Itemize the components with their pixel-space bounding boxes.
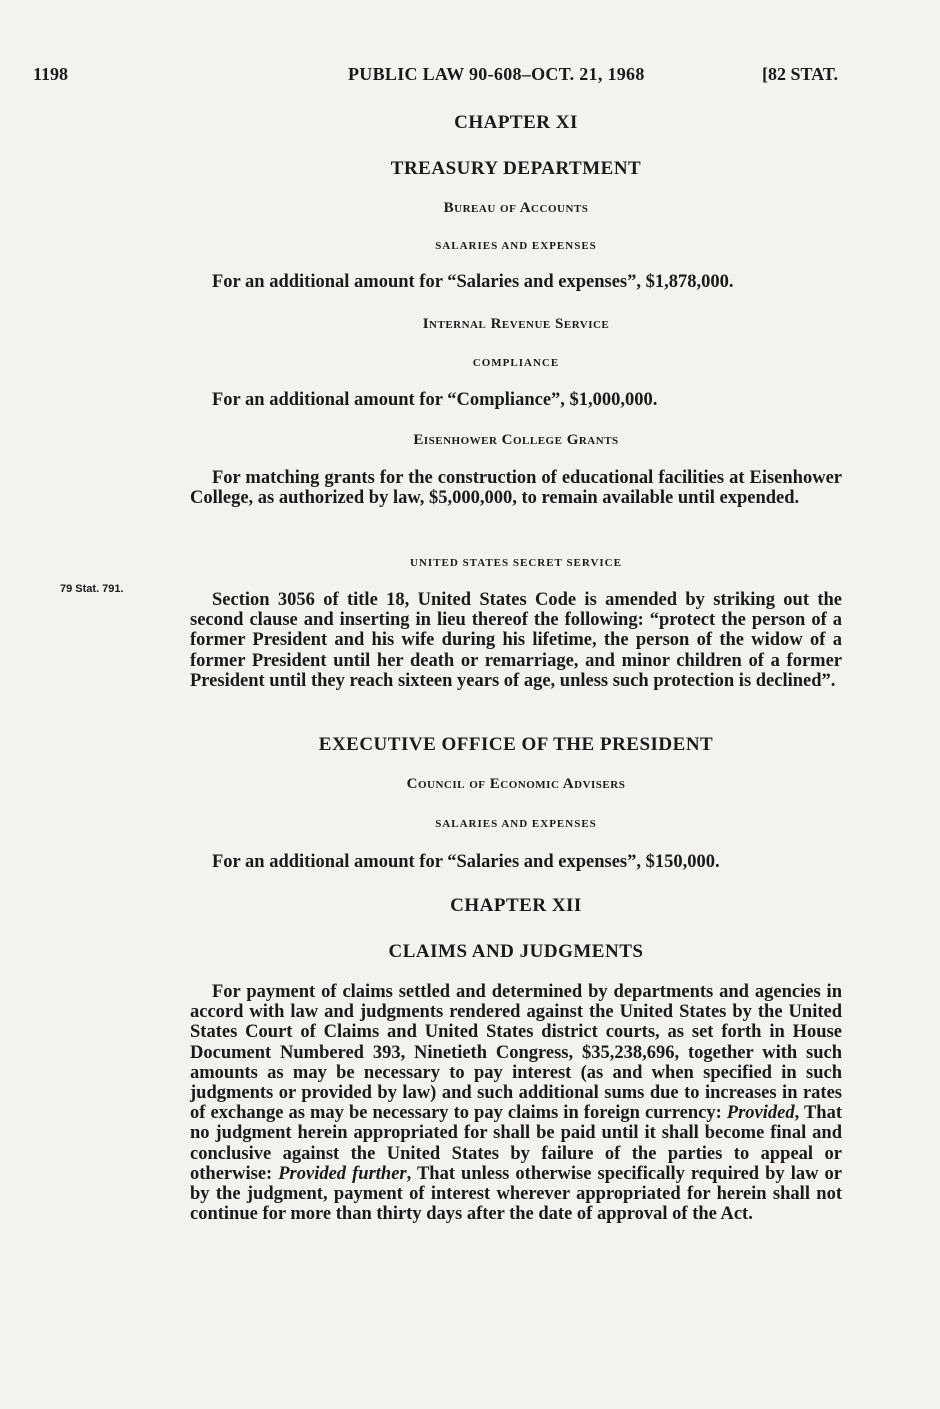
eisenhower-heading: Eisenhower College Grants — [413, 432, 619, 448]
claims-text-part1: For payment of claims settled and determined by departments and agencies in accord with law and judgments rendered against the United States by the United States Court of Claims and United States district courts, as set forth in House Document Numbered 393, Ninetieth Congress, $35,238,696, together with such amounts as may be necessary to pay interest (as and when specified in such judgments or provided by law) and such additional sums due to increases in rates of exchange as may be necessary to pay claims in foreign currency: — [190, 982, 842, 1124]
provided-term: Provided — [726, 1103, 795, 1124]
secret-service-heading: UNITED STATES SECRET SERVICE — [410, 557, 622, 569]
margin-note-stat: 79 Stat. 791. — [60, 583, 124, 595]
page-header — [0, 62, 940, 92]
eisenhower-paragraph: For matching grants for the construction of educational facilities at Eisenhower College, as authorized by law, $5,000,000, to remain available until expended. — [190, 468, 842, 509]
secret-service-paragraph: Section 3056 of title 18, United States Code is amended by striking out the second clause and inserting in lieu thereof the following: “protect the person of a former President and his wife during his lifetime, the person of the widow of a former President until her death or remarriage, and minor children of a former President until they reach sixteen years of age, unless such protection is declined”. — [190, 590, 842, 691]
compliance-subheading: COMPLIANCE — [472, 357, 560, 369]
internal-revenue-heading: Internal Revenue Service — [422, 316, 610, 332]
compliance-paragraph: For an additional amount for “Compliance”, $1,000,000. — [212, 390, 658, 410]
chapter-xi-title: CHAPTER XI — [454, 112, 578, 133]
claims-paragraph — [190, 982, 842, 1224]
council-economic-advisers-heading: Council of Economic Advisers — [406, 776, 626, 792]
executive-office-heading: EXECUTIVE OFFICE OF THE PRESIDENT — [318, 734, 714, 755]
claims-text-part2: , That no judgment herein appropriated for shall be paid until it shall become final and conclusive against the United States by failure of the parties to appeal or otherwise: — [190, 1103, 842, 1184]
bureau-of-accounts-heading: Bureau of Accounts — [443, 200, 589, 216]
treasury-department-heading: TREASURY DEPARTMENT — [390, 158, 642, 179]
executive-salaries-subheading: SALARIES AND EXPENSES — [435, 818, 597, 830]
chapter-xii-title: CHAPTER XII — [450, 895, 582, 916]
running-title: PUBLIC LAW 90-608–OCT. 21, 1968 — [348, 64, 645, 84]
salaries-expenses-subheading: SALARIES AND EXPENSES — [435, 240, 597, 252]
claims-text-part3: , That unless otherwise specifically required by law or by the judgment, payment of interest wherever appropriated for herein shall not continue for more than thirty days after the date of approval of the Act. — [190, 1163, 842, 1225]
executive-office-paragraph: For an additional amount for “Salaries and expenses”, $150,000. — [212, 852, 720, 872]
bureau-of-accounts-paragraph: For an additional amount for “Salaries and expenses”, $1,878,000. — [212, 272, 734, 292]
claims-judgments-heading: CLAIMS AND JUDGMENTS — [388, 941, 644, 962]
statute-reference: [82 STAT. — [762, 64, 839, 84]
provided-further-term: Provided further — [278, 1163, 407, 1184]
page-number: 1198 — [33, 64, 69, 84]
